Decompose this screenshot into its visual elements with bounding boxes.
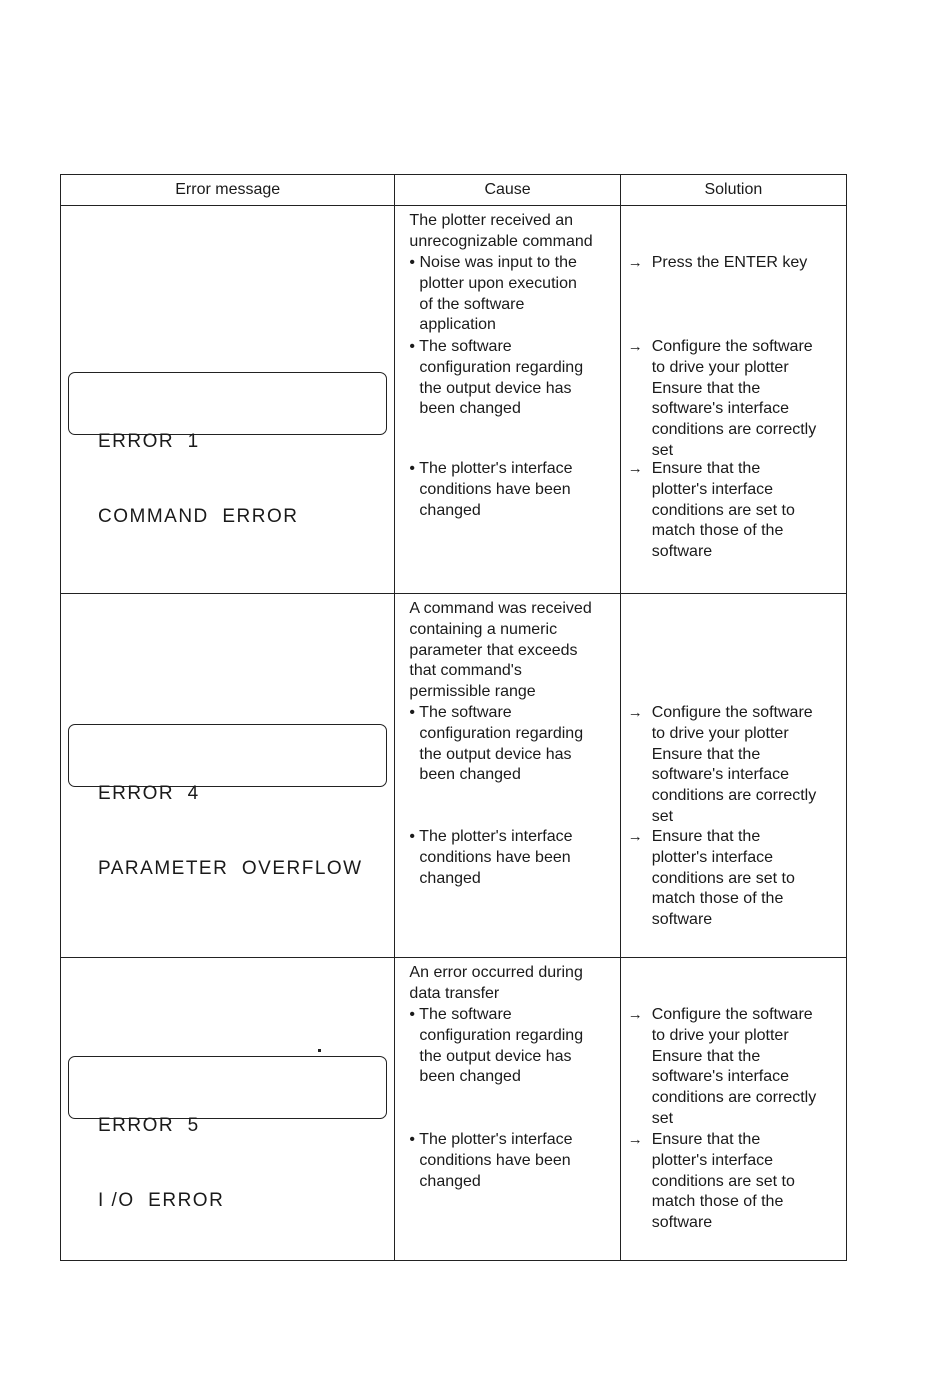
solution-item	[628, 253, 808, 274]
cause-intro	[409, 963, 582, 1005]
text-line: plotter upon execution	[419, 274, 577, 292]
text-line: Press the ENTER key	[651, 254, 808, 271]
text-line: Configure the software	[651, 704, 813, 721]
text-line: been changed	[419, 400, 521, 418]
text-line: changed	[419, 1172, 481, 1190]
cause-item	[409, 1005, 583, 1088]
text-line: to drive your plotter	[651, 1026, 789, 1044]
text-line: software's interface	[651, 400, 790, 418]
text-line: conditions are correctly	[651, 787, 817, 805]
solution-cell	[620, 958, 846, 1261]
text-line: Ensure that the	[651, 1047, 761, 1065]
lcd-line-2: I /O ERROR	[98, 1190, 225, 1211]
text-line: Ensure that the	[651, 1131, 761, 1148]
text-line: • The software	[409, 1006, 512, 1023]
solution-item	[628, 703, 817, 828]
text-line: conditions are set to	[651, 869, 795, 887]
cause-item	[409, 459, 572, 521]
table-row	[61, 958, 847, 1261]
arrow-icon: →	[627, 1131, 643, 1148]
arrow-icon: →	[627, 460, 643, 477]
cause-intro	[409, 599, 591, 703]
cause-item	[409, 253, 576, 336]
text-line: • The plotter's interface	[409, 828, 573, 845]
text-line: software's interface	[651, 1068, 790, 1086]
text-line: changed	[419, 869, 481, 887]
text-line: conditions have been	[419, 480, 571, 498]
text-line: software	[651, 1214, 713, 1232]
text-line: Ensure that the	[651, 460, 761, 477]
text-line: set	[651, 807, 674, 825]
table-header-row	[61, 175, 847, 206]
text-line: application	[419, 316, 496, 334]
text-line: conditions are set to	[651, 1172, 795, 1190]
text-line: An error occurred during	[409, 964, 583, 981]
arrow-icon: →	[627, 1006, 643, 1023]
arrow-icon: →	[627, 704, 643, 721]
text-line: conditions are correctly	[651, 421, 817, 439]
text-line: plotter's interface	[651, 480, 774, 498]
text-line: the output device has	[419, 379, 572, 397]
solution-item	[628, 827, 795, 931]
solution-item	[628, 459, 795, 563]
text-line: Ensure that the	[651, 745, 761, 763]
text-line: set	[651, 1109, 674, 1127]
header-cause: Cause	[395, 175, 620, 206]
text-line: data transfer	[409, 984, 500, 1002]
text-line: been changed	[419, 766, 521, 784]
solution-item	[628, 1005, 817, 1130]
header-error-message: Error message	[61, 175, 395, 206]
header-solution: Solution	[620, 175, 846, 206]
table-row	[61, 206, 847, 594]
text-line: that command's	[409, 662, 522, 680]
text-line: match those of the	[651, 522, 784, 540]
text-line: Ensure that the	[651, 828, 761, 845]
text-line: configuration regarding	[419, 724, 584, 742]
table-row	[61, 594, 847, 958]
cause-intro	[409, 211, 592, 253]
solution-item	[628, 337, 817, 462]
text-line: software	[651, 543, 713, 561]
text-line: of the software	[419, 295, 525, 313]
text-line: match those of the	[651, 890, 784, 908]
error-message-cell	[61, 206, 395, 594]
lcd-display	[68, 1056, 387, 1211]
solution-cell	[620, 206, 846, 594]
error-message-table	[60, 174, 847, 1261]
text-line: configuration regarding	[419, 358, 584, 376]
cause-cell	[395, 206, 620, 594]
cause-cell	[395, 958, 620, 1261]
lcd-line-2: COMMAND ERROR	[98, 506, 299, 527]
text-line: the output device has	[419, 745, 572, 763]
text-line: software	[651, 911, 713, 929]
text-line: the output device has	[419, 1047, 572, 1065]
text-line: Configure the software	[651, 338, 813, 355]
arrow-icon: →	[627, 254, 643, 271]
text-line: • The plotter's interface	[409, 460, 573, 477]
text-line: permissible range	[409, 683, 536, 701]
speck-mark	[318, 1049, 321, 1052]
text-line: conditions have been	[419, 848, 571, 866]
lcd-line-1: ERROR 4	[98, 783, 200, 804]
text-line: set	[651, 441, 674, 459]
text-line: Ensure that the	[651, 379, 761, 397]
cause-item	[409, 1130, 572, 1192]
text-line: containing a numeric	[409, 620, 558, 638]
error-message-cell	[61, 958, 395, 1261]
text-line: changed	[419, 501, 481, 519]
text-line: parameter that exceeds	[409, 641, 578, 659]
arrow-icon: →	[627, 828, 643, 845]
text-line: • The software	[409, 704, 512, 721]
text-line: software's interface	[651, 766, 790, 784]
text-line: to drive your plotter	[651, 724, 789, 742]
text-line: configuration regarding	[419, 1026, 584, 1044]
text-line: conditions are correctly	[651, 1089, 817, 1107]
text-line: to drive your plotter	[651, 358, 789, 376]
text-line: • Noise was input to the	[409, 254, 577, 271]
text-line: conditions have been	[419, 1151, 571, 1169]
text-line: Configure the software	[651, 1006, 813, 1023]
lcd-line-1: ERROR 5	[98, 1115, 200, 1136]
text-line: conditions are set to	[651, 501, 795, 519]
solution-cell	[620, 594, 846, 958]
text-line: match those of the	[651, 1193, 784, 1211]
text-line: • The software	[409, 338, 512, 355]
cause-item	[409, 827, 572, 889]
cause-cell	[395, 594, 620, 958]
text-line: • The plotter's interface	[409, 1131, 573, 1148]
arrow-icon: →	[627, 338, 643, 355]
text-line: plotter's interface	[651, 848, 774, 866]
text-line: plotter's interface	[651, 1151, 774, 1169]
text-line: The plotter received an	[409, 212, 574, 229]
lcd-line-2: PARAMETER OVERFLOW	[98, 858, 363, 879]
cause-item	[409, 703, 583, 786]
lcd-display	[68, 724, 387, 879]
solution-item	[628, 1130, 795, 1234]
lcd-line-1: ERROR 1	[98, 431, 200, 452]
text-line: A command was received	[409, 600, 592, 617]
error-message-cell	[61, 594, 395, 958]
text-line: unrecognizable command	[409, 232, 593, 250]
lcd-display	[68, 372, 387, 527]
text-line: been changed	[419, 1068, 521, 1086]
cause-item	[409, 337, 583, 420]
